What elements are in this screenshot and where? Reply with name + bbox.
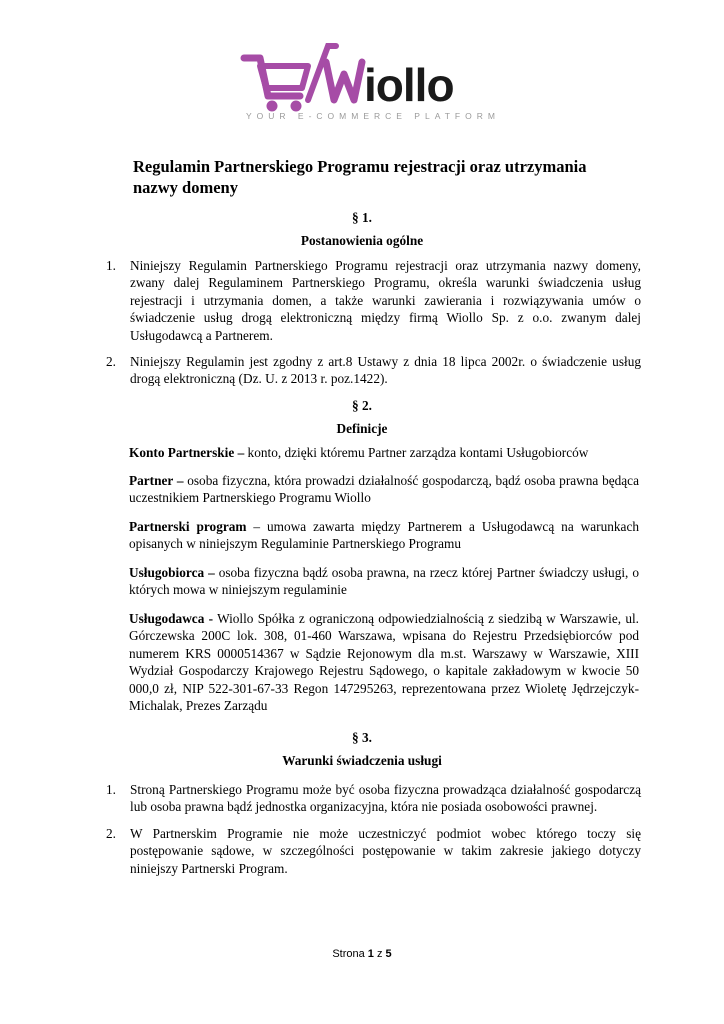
page-separator: z (376, 948, 383, 960)
page-footer (0, 948, 724, 960)
definition-term: Usługobiorca – (129, 565, 215, 580)
definition-term: Konto Partnerskie – (129, 445, 245, 460)
list-item-number: 1. (106, 258, 116, 273)
definition-partnerski-program (129, 518, 639, 553)
definition-uslugodawca (129, 610, 639, 714)
definition-term: Usługodawca - (129, 611, 214, 626)
definition-text: osoba fizyczna, która prowadzi działalność gospodarczą, bądź osoba prawna będąca uczestnikiem Partnerskiego Programu Wiollo (129, 473, 639, 506)
section-3-list (106, 781, 641, 877)
section-1-number: § 1. (352, 210, 372, 225)
brand-logo (238, 38, 518, 128)
list-item-number: 2. (106, 825, 116, 841)
definition-text: osoba fizyczna bądź osoba prawna, na rzecz której Partner świadczy usługi, o których mowa w niniejszym regulaminie (129, 565, 639, 598)
list-item (106, 781, 641, 816)
page-label: Strona (332, 948, 365, 960)
svg-text:iollo: iollo (364, 59, 454, 111)
list-item (106, 257, 641, 344)
page-current: 1 (367, 948, 374, 960)
definition-text: konto, dzięki któremu Partner zarządza kontami Usługobiorców (244, 445, 589, 460)
list-item (106, 353, 641, 388)
section-3-number: § 3. (352, 730, 372, 745)
section-2-number: § 2. (352, 398, 372, 413)
list-item-text: W Partnerskim Programie nie może uczestniczyć podmiot wobec którego toczy się postępowanie sądowe, w szczególności postępowanie w takim zakresie jakiego dotyczy niniejszy Partnerski Program. (130, 825, 641, 876)
list-item-text: Stroną Partnerskiego Programu może być osoba fizyczna prowadząca działalność gospodarczą lub osoba prawna bądź jednostka organizacyjna, która nie posiada osobowości prawnej. (130, 782, 641, 815)
list-item (106, 825, 641, 877)
definition-text: Wiollo Spółka z ograniczoną odpowiedzialnością z siedzibą w Warszawie, ul. Górczewska 200C lok. 308, 01-460 Warszawa, wpisana do Rejestru Przedsiębiorców pod numerem KRS 0000514367 w Sądzie Rejonowym dla m.st. Warszawy w Warszawie, XIII Wydział Gospodarczy Krajowego Rejestru Sądowego, o kapitale zakładowym w kwocie 50 000,0 zł, NIP 522-301-67-33 Regon 147295263, reprezentowana przez Wioletę Jędrzejczyk-Michalak, Prezes Zarządu (129, 611, 639, 714)
section-1-heading: Postanowienia ogólne (300, 233, 424, 248)
list-item-text: Niniejszy Regulamin jest zgodny z art.8 Ustawy z dnia 18 lipca 2002r. o świadczenie usług drogą elektroniczną (Dz. U. z 2013 r. poz.1422). (130, 354, 641, 387)
definition-konto-partnerskie (129, 444, 639, 461)
document-title: Regulamin Partnerskiego Programu rejestracji oraz utrzymania nazwy domeny (133, 157, 587, 197)
definition-term: Partnerski program (129, 519, 247, 534)
section-2-heading: Definicje (336, 421, 388, 436)
definition-text: – umowa zawarta między Partnerem a Usługodawcą na warunkach opisanych w niniejszym Regulaminie Partnerskiego Programu (129, 519, 639, 552)
definition-partner (129, 472, 639, 507)
brand-tagline: YOUR E-COMMERCE PLATFORM (246, 111, 500, 121)
section-1-list (106, 257, 641, 388)
list-item-text: Niniejszy Regulamin Partnerskiego Programu rejestracji oraz utrzymania nazwy domeny, zwany dalej Regulaminem Partnerskiego Programu, określa warunki świadczenia usług rejestracji i utrzymania domen, a także warunki zawierania i rozwiązywania umów o świadczenie usług drogą elektroniczną między firmą Wiollo Sp. z o.o. zwanym dalej Usługodawcą a Partnerem. (130, 258, 641, 343)
list-item-number: 1. (106, 782, 116, 797)
section-3-heading: Warunki świadczenia usługi (282, 753, 442, 768)
list-item-number: 2. (106, 354, 116, 370)
definition-uslugobiorca (129, 564, 639, 599)
definition-term: Partner – (129, 473, 184, 488)
page-total: 5 (385, 948, 392, 960)
